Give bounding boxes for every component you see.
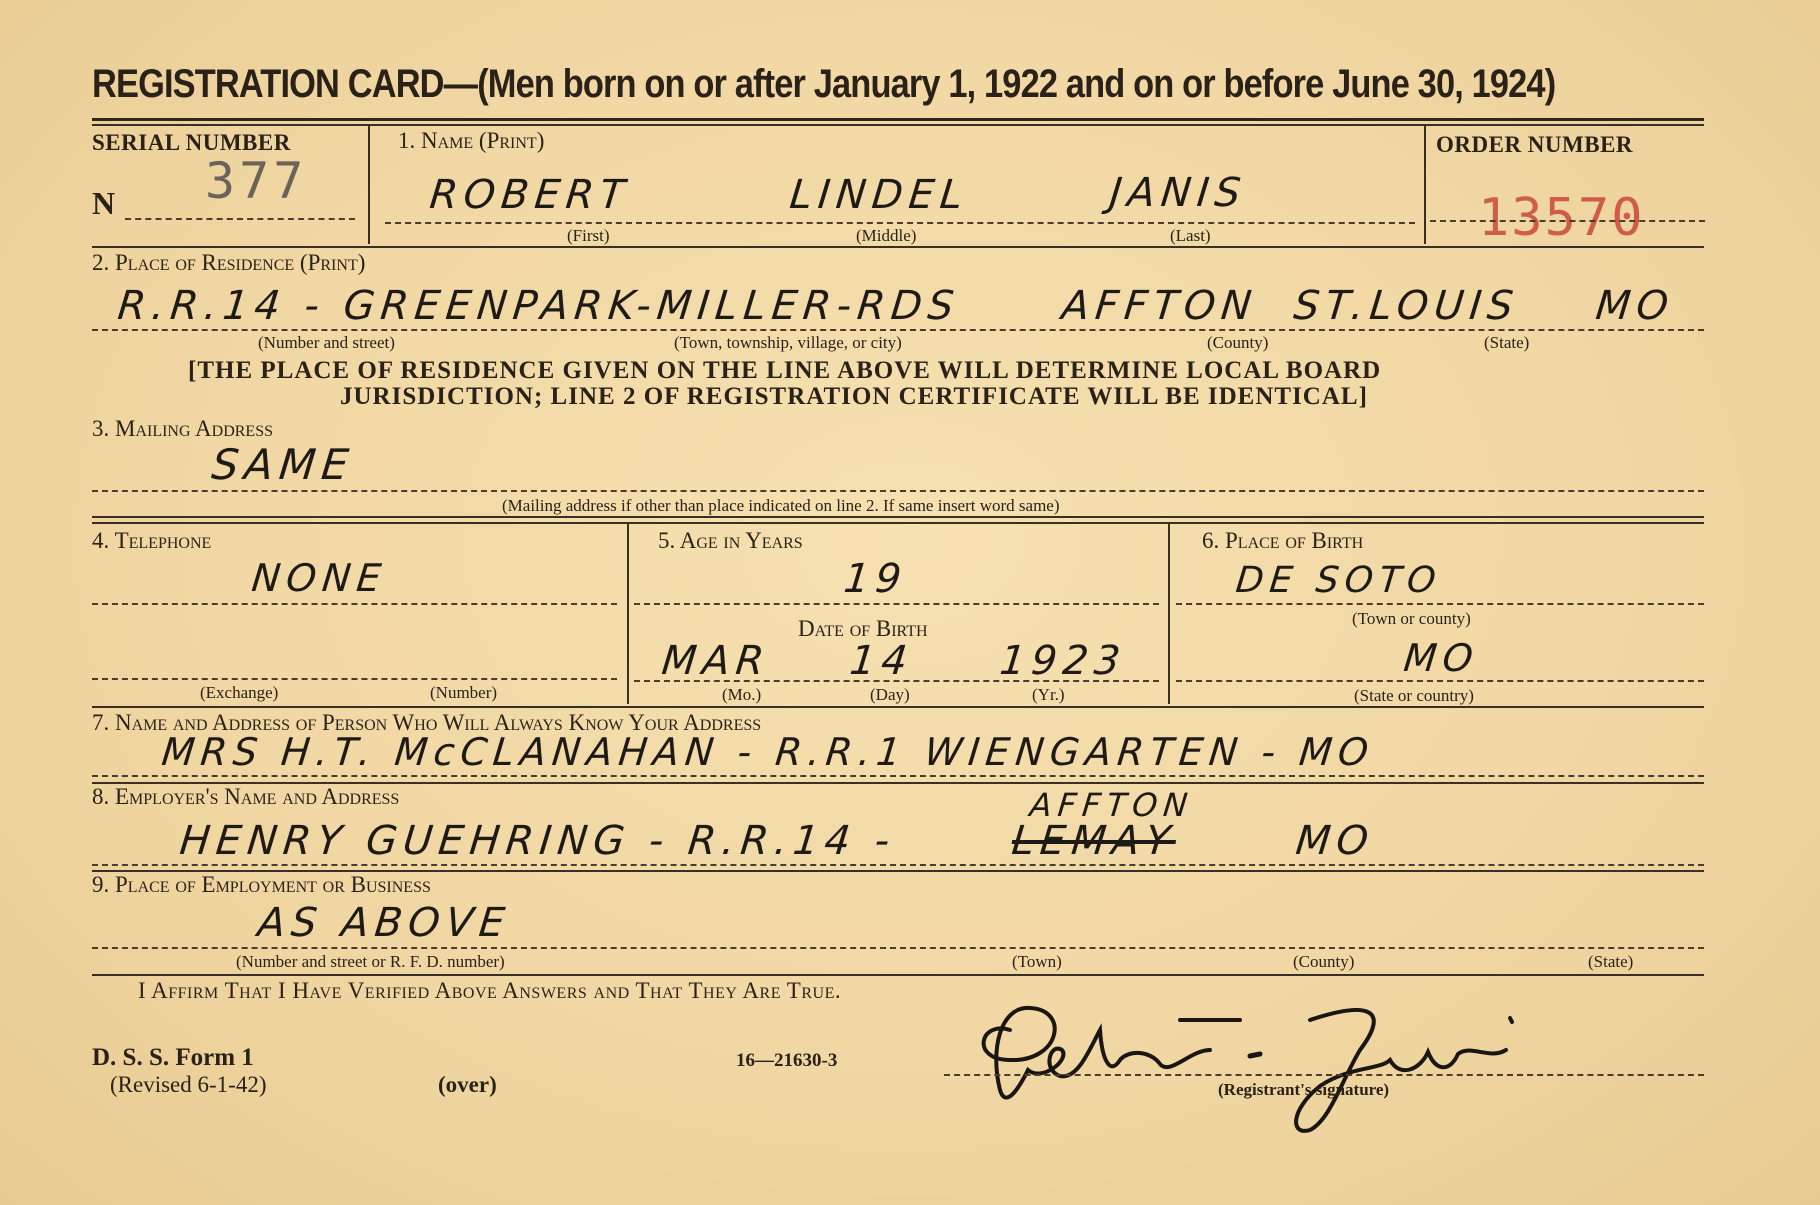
residence-town-caption: (Town, township, village, or city)	[674, 333, 902, 352]
row3-bottom-2	[92, 522, 1704, 524]
age-divider	[1168, 524, 1170, 704]
employer-name: HENRY GUEHRING - R.R.14 -	[177, 818, 898, 864]
residence-label: 2. Place of Residence (Print)	[92, 250, 366, 275]
telephone-label: 4. Telephone	[92, 528, 212, 553]
telephone-line-2	[92, 678, 617, 680]
name-middle-caption: (Middle)	[856, 226, 917, 245]
mailing-label: 3. Mailing Address	[92, 416, 273, 441]
residence-town: AFFTON	[1059, 283, 1260, 329]
title-rule-2	[92, 124, 1704, 126]
order-label: ORDER NUMBER	[1436, 132, 1634, 157]
contact-value: MRS H.T. McCLANAHAN - R.R.1 WIENGARTEN - MO	[159, 730, 1377, 774]
employment-county-caption: (County)	[1293, 952, 1355, 971]
birthplace-town: DE SOTO	[1233, 560, 1444, 601]
residence-street: R.R.14 - GREENPARK-MILLER-RDS	[115, 283, 962, 329]
name-last: JANIS	[1107, 170, 1249, 216]
row6-bottom	[92, 706, 1704, 708]
serial-line	[125, 218, 355, 220]
birthplace-line-2	[1176, 680, 1704, 682]
dob-yr-caption: (Yr.)	[1032, 685, 1065, 704]
dob-year: 1923	[997, 638, 1129, 684]
telephone-line	[92, 603, 617, 605]
employer-state: MO	[1293, 818, 1377, 864]
birthplace-line	[1176, 603, 1704, 605]
name-middle: LINDEL	[787, 172, 971, 218]
order-line	[1430, 220, 1705, 222]
signature-line	[944, 1074, 1704, 1076]
employment-line	[92, 947, 1704, 949]
row1-bottom	[92, 246, 1704, 248]
name-label: 1. Name (Print)	[398, 128, 545, 153]
age-value: 19	[841, 556, 910, 602]
contact-label: 7. Name and Address of Person Who Will Always Know Your Address	[92, 710, 762, 735]
residence-state: MO	[1593, 283, 1677, 329]
telephone-value: NONE	[249, 556, 390, 600]
employer-struck-city: LEMAY	[1009, 818, 1179, 864]
row3-bottom	[92, 516, 1704, 518]
residence-county-caption: (County)	[1207, 333, 1269, 352]
birthplace-label: 6. Place of Birth	[1202, 528, 1364, 553]
dob-day-caption: (Day)	[870, 685, 910, 704]
mailing-caption: (Mailing address if other than place indicated on line 2. If same insert word same)	[502, 496, 1060, 515]
exchange-caption: (Exchange)	[200, 683, 279, 702]
name-first-caption: (First)	[567, 226, 610, 245]
print-code: 16—21630-3	[736, 1050, 838, 1071]
dob-label: Date of Birth	[798, 616, 928, 641]
dob-day: 14	[847, 638, 916, 684]
birthplace-state-caption: (State or country)	[1354, 686, 1474, 705]
employment-label: 9. Place of Employment or Business	[92, 872, 431, 897]
name-first: ROBERT	[427, 172, 633, 218]
residence-note-2: JURISDICTION; LINE 2 OF REGISTRATION CERTIFICATE WILL BE IDENTICAL]	[340, 383, 1368, 410]
title-rule	[92, 118, 1704, 121]
over-note: (over)	[438, 1072, 497, 1097]
employer-label: 8. Employer's Name and Address	[92, 784, 400, 809]
name-last-caption: (Last)	[1170, 226, 1211, 245]
residence-line	[92, 329, 1704, 331]
dob-mo-caption: (Mo.)	[722, 685, 762, 704]
number-caption: (Number)	[430, 683, 498, 702]
form-revised: (Revised 6-1-42)	[110, 1072, 267, 1097]
card-title: REGISTRATION CARD—(Men born on or after January 1, 1922 and on or before June 30, 1924)	[92, 62, 1556, 106]
residence-state-caption: (State)	[1484, 333, 1530, 352]
age-line	[634, 603, 1159, 605]
dob-month: MAR	[659, 638, 773, 684]
order-divider	[1424, 126, 1426, 244]
residence-county: ST.LOUIS	[1291, 283, 1522, 329]
mailing-value: SAME	[209, 440, 357, 489]
employment-value: AS ABOVE	[255, 900, 513, 946]
order-number: 13570	[1478, 188, 1645, 248]
signature-caption: (Registrant's signature)	[1218, 1080, 1390, 1099]
registrant-signature	[950, 990, 1670, 1140]
form-number: D. S. S. Form 1	[92, 1044, 254, 1071]
row9-bottom	[92, 974, 1704, 976]
serial-number: 377	[205, 152, 308, 210]
contact-line	[92, 775, 1704, 777]
serial-label: SERIAL NUMBER	[92, 130, 291, 155]
birthplace-state: MO	[1401, 636, 1482, 680]
affirm-text: I Affirm That I Have Verified Above Answers and That They Are True.	[138, 978, 842, 1003]
employer-correction: AFFTON	[1028, 786, 1196, 824]
tel-divider	[627, 524, 629, 704]
age-label: 5. Age in Years	[658, 528, 803, 553]
serial-divider	[368, 126, 370, 244]
employer-line	[92, 864, 1704, 866]
residence-note-1: [THE PLACE OF RESIDENCE GIVEN ON THE LINE ABOVE WILL DETERMINE LOCAL BOARD	[188, 357, 1382, 384]
employment-state-caption: (State)	[1588, 952, 1634, 971]
dob-line	[634, 680, 1159, 682]
mailing-line	[92, 490, 1704, 492]
employment-street-caption: (Number and street or R. F. D. number)	[236, 952, 505, 971]
name-line	[385, 222, 1415, 224]
residence-street-caption: (Number and street)	[258, 333, 395, 352]
birthplace-town-caption: (Town or county)	[1352, 609, 1471, 628]
employment-town-caption: (Town)	[1012, 952, 1062, 971]
serial-prefix: N	[92, 185, 116, 221]
